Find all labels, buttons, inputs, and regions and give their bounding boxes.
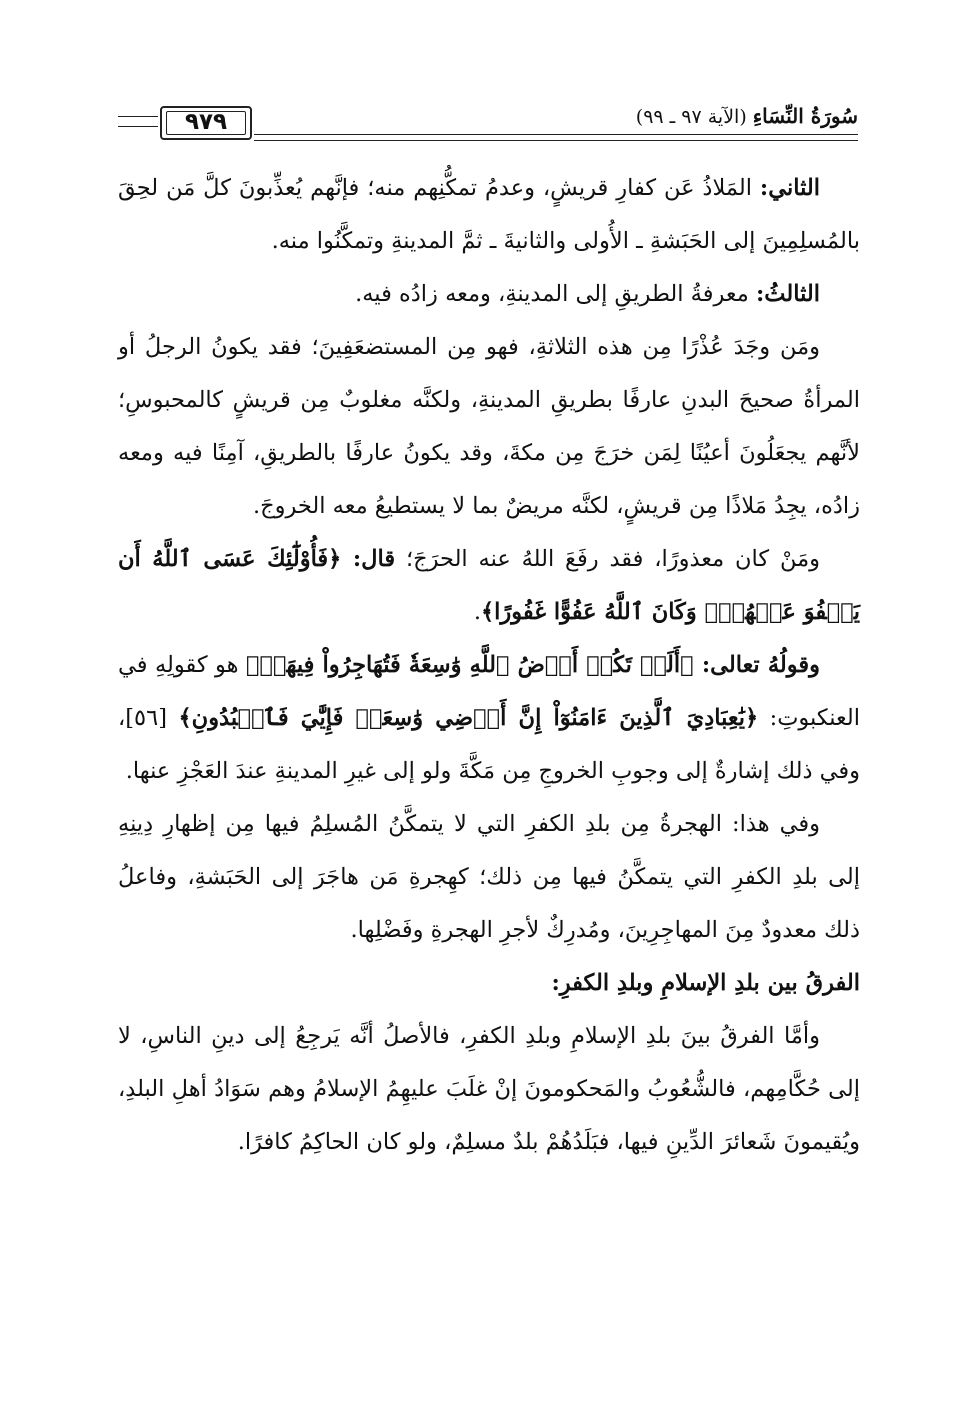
page-body — [118, 162, 860, 1169]
paragraph-text: المَلاذُ عَن كفارِ قريشٍ، وعدمُ تمكُّنِهم منه؛ فإنَّهم يُعذِّبونَ كلَّ مَن لحِقَ بالمُسلِمِينَ إلى الحَبَشةِ ـ الأُولى والثانيةَ ـ ثمَّ المدينةِ وتمكَّنُوا منه. — [118, 175, 860, 254]
paragraph-text: وفي هذا: الهجرةُ مِن بلدِ الكفرِ التي لا يتمكَّنُ المُسلِمُ فيها مِن إظهارِ دِينِهِ إلى بلدِ الكفرِ التي يتمكَّنُ فيها مِن ذلك؛ كهِجرةِ مَن هاجَرَ إلى الحَبَشةِ، وفاعلُ ذلك معدودٌ مِنَ المهاجِرِينَ، ومُدرِكٌ لأجرِ الهجرةِ وفَضْلِها. — [118, 811, 860, 943]
page-number-box — [160, 106, 252, 140]
paragraph-text: [٥٦]، وفي ذلك إشارةٌ إلى وجوبِ الخروجِ مِن مَكَّةَ ولو إلى غيرِ المدينةِ عندَ العَجْزِ عنها. — [118, 705, 860, 784]
page-header — [118, 102, 858, 146]
paragraph-third — [118, 268, 860, 321]
header-rule-right-top — [254, 134, 858, 135]
section-heading: الفرقُ بين بلدِ الإسلامِ وبلدِ الكفرِ: — [551, 970, 860, 996]
quran-verse: ﴿فَأُوْلَٰٓئِكَ عَسَى ٱللَّهُ أَن يَعۡفُوَ عَنۡهُمۡۚ وَكَانَ ٱللَّهُ عَفُوًّا غَفُورًا﴾ — [118, 546, 860, 625]
paragraph-lead: وقولُهُ تعالى: — [701, 652, 820, 678]
ayah-range: (الآية ٩٧ ـ ٩٩) — [635, 106, 747, 128]
surah-name: سُورَةُ النِّسَاءِ — [752, 104, 858, 128]
paragraph-text: ومَن وجَدَ عُذْرًا مِن هذه الثلاثةِ، فهو مِن المستضعَفِينَ؛ فقد يكونُ الرجلُ أو المرأةُ صحيحَ البدنِ عارفًا بطريقِ المدينةِ، ولكنَّه مغلوبٌ مِن قريشٍ كالمحبوسِ؛ لأنَّهم يجعَلُونَ أعيُنًا لِمَن خرَجَ مِن مكةَ، وقد يكونُ عارفًا بالطريقِ، آمِنًا فيه ومعه زادُه، يجِدُ مَلاذًا مِن قريشٍ، لكنَّه مريضٌ بما لا يستطيعُ معه الخروجَ. — [118, 334, 860, 519]
paragraph-lead: الثاني: — [759, 175, 820, 201]
paragraph-second — [118, 162, 860, 268]
paragraph-end: . — [473, 599, 481, 625]
qaal-label: قال: — [352, 546, 396, 572]
paragraph-verse-commentary — [118, 639, 860, 798]
page-number: ٩٧٩ — [184, 109, 228, 135]
paragraph-text: وأمَّا الفرقُ بينَ بلدِ الإسلامِ وبلدِ الكفرِ، فالأصلُ أنَّه يَرجِعُ إلى دينِ الناسِ، لا إلى حُكَّامِهم، فالشُّعُوبُ والمَحكومونَ إنْ غلَبَ عليهِمُ الإسلامُ وهم سَوَادُ أهلِ البلدِ، ويُقيمونَ شَعائرَ الدِّينِ فيها، فبَلَدُهُمْ بلدٌ مسلِمٌ، ولو كان الحاكِمُ كافرًا. — [118, 1023, 860, 1155]
header-rule-right-bottom — [254, 140, 858, 141]
paragraph-excuse — [118, 321, 860, 533]
paragraph-text: معرفةُ الطريقِ إلى المدينةِ، ومعه زادُه فيه. — [355, 281, 756, 307]
paragraph-lead: الثالثُ: — [755, 281, 820, 307]
page-number-frame — [166, 111, 246, 135]
paragraph-hijra — [118, 798, 860, 957]
header-rule-left-top — [118, 116, 158, 117]
running-title — [636, 104, 858, 128]
paragraph-difference — [118, 1010, 860, 1169]
paragraph-excused — [118, 533, 860, 639]
paragraph-text: ومَنْ كان معذورًا، فقد رفَعَ اللهُ عنه الحرَجَ؛ — [395, 546, 820, 572]
paragraph-text: هو كقولِهِ في العنكبوتِ: — [118, 652, 861, 731]
quran-verse: ﴿أَلَمۡ تَكُنۡ أَرۡضُ ٱللَّهِ وَٰسِعَةٗ فَتُهَاجِرُواْ فِيهَاۚ﴾ — [245, 652, 702, 678]
quran-verse-ankabut: ﴿يَٰعِبَادِيَ ٱلَّذِينَ ءَامَنُوٓاْ إِنَّ أَرۡضِي وَٰسِعَةٞ فَإِيَّٰيَ فَٱعۡبُدُونِ﴾ — [178, 705, 759, 731]
header-rule-left-bottom — [118, 126, 158, 127]
